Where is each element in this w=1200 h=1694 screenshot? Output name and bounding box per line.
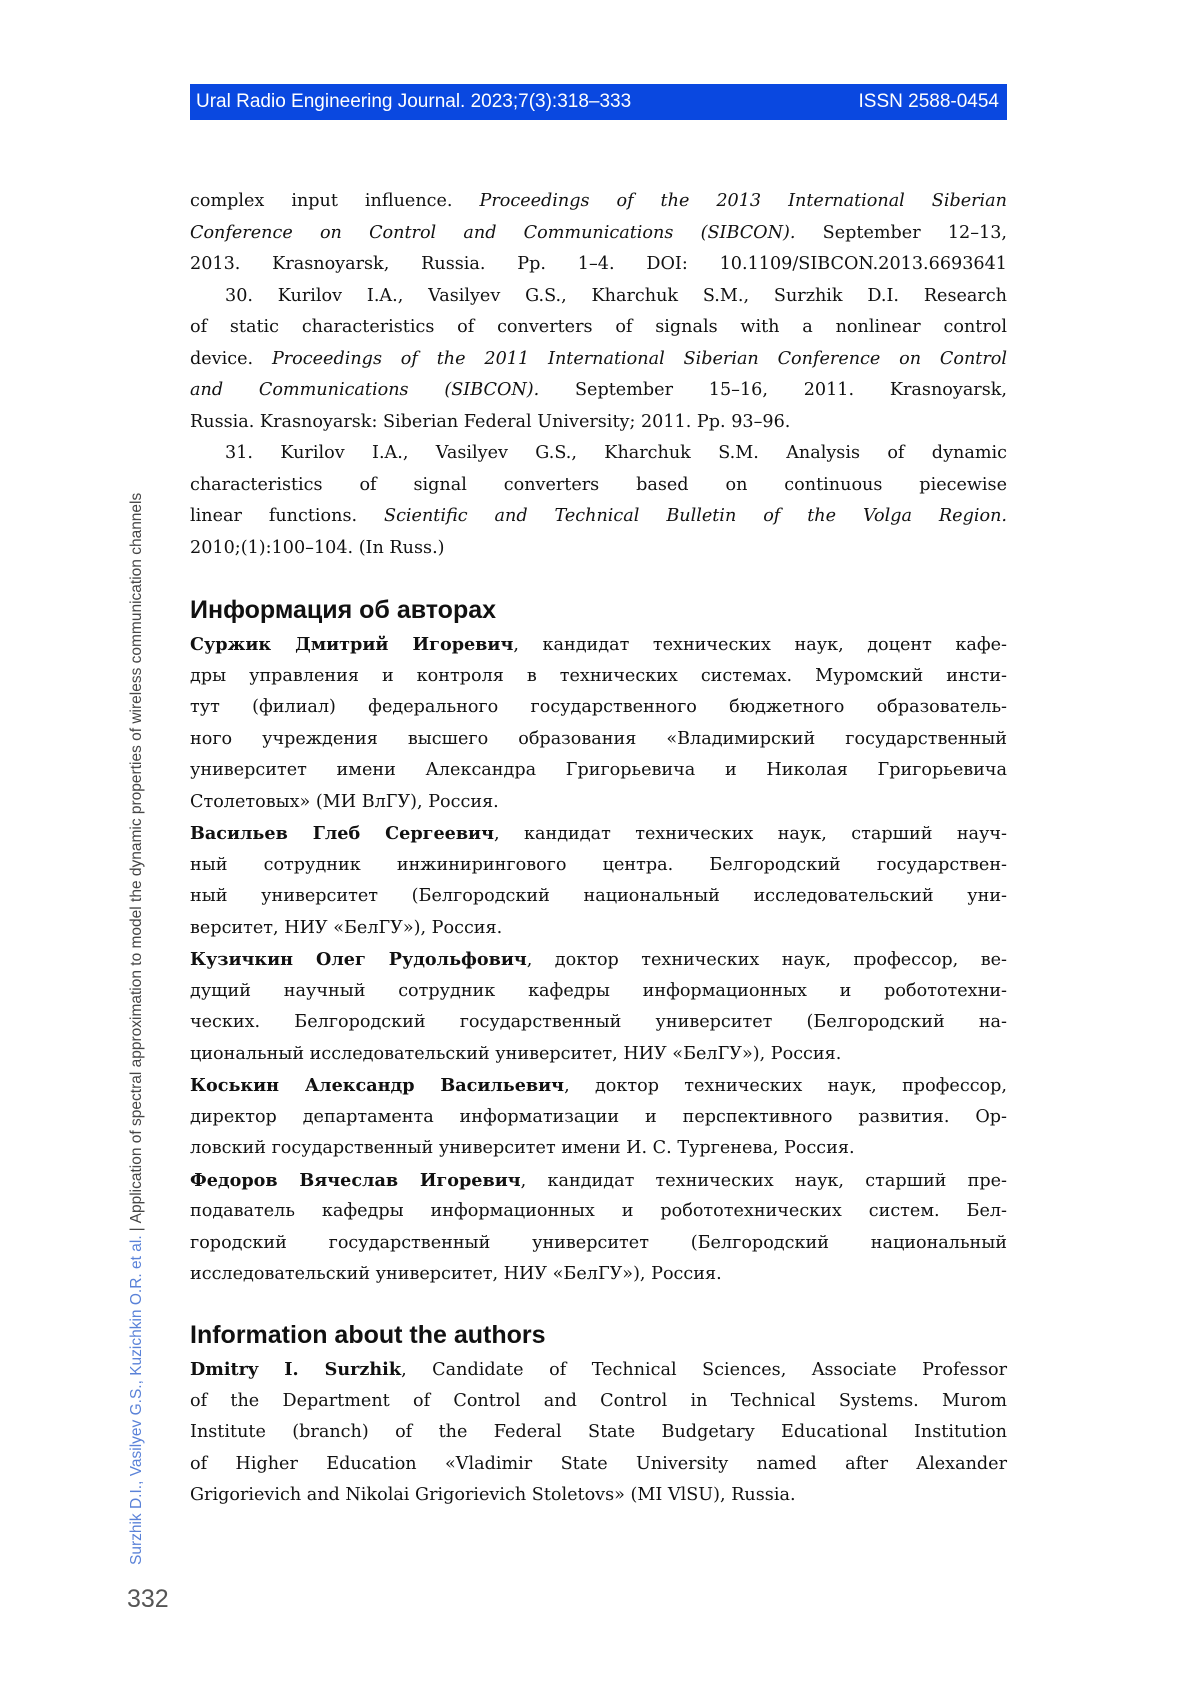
text-segment: дры управления и контроля в технических системах. Муромский инсти- (190, 666, 1007, 686)
text-line (190, 470, 1007, 502)
text-segment: September 12–13, (795, 223, 1007, 243)
author-name: Кузичкин Олег Рудольфович (190, 949, 527, 970)
text-segment: , доктор технических наук, профессор, (564, 1076, 1007, 1096)
text-line (190, 281, 1007, 313)
text-line (190, 787, 1007, 819)
en-authors-heading: Information about the authors (190, 1321, 546, 1350)
text-line (190, 249, 1007, 281)
ru-authors-info (190, 629, 1007, 1291)
text-segment: complex input influence. (190, 191, 480, 211)
running-side-title (128, 493, 146, 1565)
text-segment: of Higher Education «Vladimir State University named after Alexander (190, 1454, 1007, 1474)
author-name: Федоров Вячеслав Игоревич (190, 1170, 521, 1191)
text-segment: университет имени Александра Григорьевича и Николая Григорьевича (190, 760, 1007, 780)
text-line (190, 629, 1007, 661)
text-line (190, 438, 1007, 470)
text-line (190, 375, 1007, 407)
text-line (190, 344, 1007, 376)
text-segment: ный университет (Белгородский национальный исследовательский уни- (190, 886, 1007, 906)
text-segment: device. (190, 349, 272, 369)
journal-header-bar (190, 84, 1007, 120)
text-line (190, 913, 1007, 945)
text-line (190, 1102, 1007, 1134)
text-segment: ловский государственный университет имени И. С. Тургенева, Россия. (190, 1138, 855, 1158)
references-list (190, 186, 1007, 564)
text-segment: 30. Kurilov I.A., Vasilyev G.S., Kharchuk S.M., Surzhik D.I. Research (225, 286, 1007, 306)
text-segment: , доктор технических наук, профессор, ве- (527, 950, 1007, 970)
side-authors: Surzhik D.I., Vasilyev G.S., Kuzichkin O.R. et al. (128, 1235, 145, 1565)
author-name: Коськин Александр Васильевич (190, 1075, 564, 1096)
text-segment: Grigorievich and Nikolai Grigorievich Stoletovs» (MI VlSU), Russia. (190, 1485, 796, 1505)
text-line (190, 692, 1007, 724)
text-segment: of static characteristics of converters of signals with a nonlinear control (190, 317, 1007, 337)
text-line (190, 1228, 1007, 1260)
text-line (190, 407, 1007, 439)
text-segment: linear functions. (190, 506, 384, 526)
text-line (190, 501, 1007, 533)
text-segment: ного учреждения высшего образования «Владимирский государственный (190, 729, 1007, 749)
italic-text: and Communications (SIBCON). (190, 380, 539, 400)
italic-text: Conference on Control and Communications (SIBCON). (190, 223, 795, 243)
text-line (190, 1070, 1007, 1102)
text-segment: , кандидат технических наук, доцент кафе- (513, 635, 1007, 655)
text-line (190, 850, 1007, 882)
ru-authors-heading: Информация об авторах (190, 596, 496, 625)
text-segment: директор департамента информатизации и перспективного развития. Ор- (190, 1107, 1007, 1127)
text-line (190, 533, 1007, 565)
text-segment: 2013. Krasnoyarsk, Russia. Pp. 1–4. DOI: 10.1109/SIBCON.2013.6693641 (190, 254, 1007, 274)
italic-text: Proceedings of the 2013 International Siberian (480, 191, 1007, 211)
text-segment: characteristics of signal converters based on continuous piecewise (190, 475, 1007, 495)
text-line (190, 1007, 1007, 1039)
text-line (190, 312, 1007, 344)
side-article-title: Application of spectral approximation to model the dynamic properties of wireless communication channels (128, 493, 145, 1224)
page-number: 332 (127, 1585, 169, 1614)
text-segment: September 15–16, 2011. Krasnoyarsk, (539, 380, 1007, 400)
text-segment: , кандидат технических наук, старший пре- (521, 1171, 1007, 1191)
journal-citation: Ural Radio Engineering Journal. 2023;7(3):318–333 (196, 91, 631, 113)
text-segment: Russia. Krasnoyarsk: Siberian Federal University; 2011. Pp. 93–96. (190, 412, 790, 432)
text-segment: 2010;(1):100–104. (In Russ.) (190, 538, 445, 558)
text-segment: ческих. Белгородский государственный университет (Белгородский на- (190, 1012, 1007, 1032)
text-line (190, 1133, 1007, 1165)
text-line (190, 1165, 1007, 1197)
text-segment: подаватель кафедры информационных и робототехнических систем. Бел- (190, 1201, 1007, 1221)
text-line (190, 944, 1007, 976)
issn: ISSN 2588-0454 (859, 91, 1000, 113)
text-segment: ный сотрудник инжинирингового центра. Белгородский государствен- (190, 855, 1007, 875)
text-segment: исследовательский университет, НИУ «БелГУ»), Россия. (190, 1264, 722, 1284)
text-line (190, 1480, 1007, 1512)
text-segment: циональный исследовательский университет, НИУ «БелГУ»), Россия. (190, 1044, 841, 1064)
text-line (190, 186, 1007, 218)
en-authors-info (190, 1354, 1007, 1512)
text-line (190, 818, 1007, 850)
text-segment: тут (филиал) федерального государственного бюджетного образователь- (190, 697, 1007, 717)
text-segment: , кандидат технических наук, старший науч- (494, 824, 1007, 844)
text-segment: дущий научный сотрудник кафедры информационных и робототехни- (190, 981, 1007, 1001)
side-separator: | (128, 1223, 145, 1235)
text-line (190, 1259, 1007, 1291)
text-segment: , Candidate of Technical Sciences, Associate Professor (401, 1360, 1007, 1380)
text-line (190, 1417, 1007, 1449)
author-name: Суржик Дмитрий Игоревич (190, 634, 513, 655)
text-line (190, 218, 1007, 250)
text-segment: Столетовых» (МИ ВлГУ), Россия. (190, 792, 499, 812)
text-segment: городский государственный университет (Белгородский национальный (190, 1233, 1007, 1253)
italic-text: Proceedings of the 2011 International Siberian Conference on Control (272, 349, 1007, 369)
text-line (190, 881, 1007, 913)
text-segment: Institute (branch) of the Federal State Budgetary Educational Institution (190, 1422, 1007, 1442)
text-line (190, 1449, 1007, 1481)
text-line (190, 1196, 1007, 1228)
text-segment: of the Department of Control and Control in Technical Systems. Murom (190, 1391, 1007, 1411)
text-line (190, 1354, 1007, 1386)
author-name: Dmitry I. Surzhik (190, 1359, 401, 1380)
text-line (190, 724, 1007, 756)
text-line (190, 1386, 1007, 1418)
text-line (190, 1039, 1007, 1071)
author-name: Васильев Глеб Сергеевич (190, 823, 494, 844)
text-line (190, 661, 1007, 693)
text-line (190, 976, 1007, 1008)
text-segment: верситет, НИУ «БелГУ»), Россия. (190, 918, 502, 938)
text-segment: 31. Kurilov I.A., Vasilyev G.S., Kharchuk S.M. Analysis of dynamic (225, 443, 1007, 463)
text-line (190, 755, 1007, 787)
italic-text: Scientific and Technical Bulletin of the Volga Region. (384, 506, 1007, 526)
